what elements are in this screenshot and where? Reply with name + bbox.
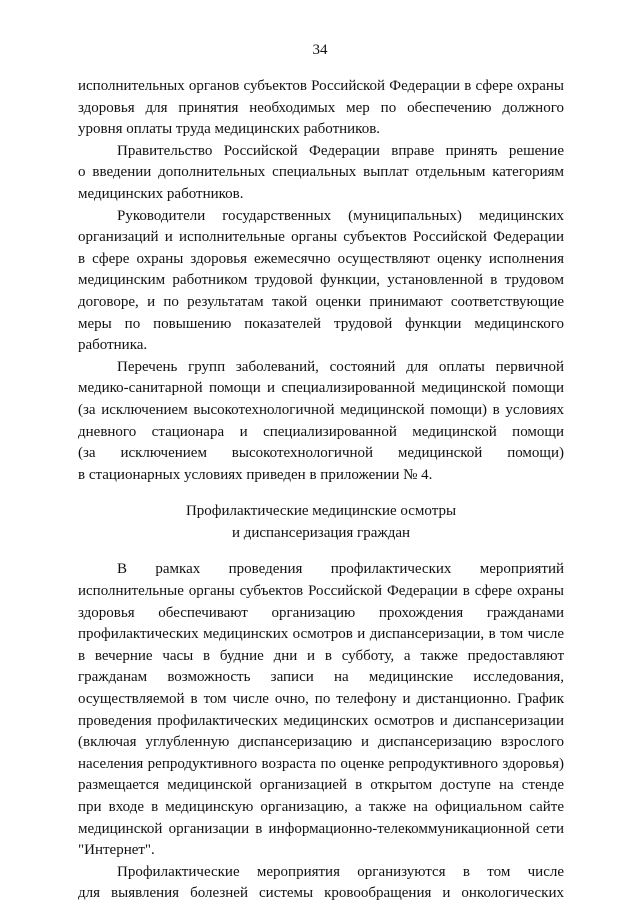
text-line: работника.: [78, 337, 148, 354]
text-line: В рамках проведения профилактических мероприятий: [117, 561, 564, 578]
paragraph: [78, 559, 564, 861]
text-line: меры по повышению показателей трудовой функции медицинского: [78, 315, 564, 332]
page-number: 34: [312, 42, 328, 58]
text-line: населения репродуктивного возраста по оценке репродуктивного здоровья): [78, 755, 564, 772]
text-line: для выявления болезней системы кровообращения и онкологических: [78, 885, 564, 902]
text-line: в вечерние часы в будние дни и в субботу, а также предоставляют: [78, 647, 564, 664]
document-body: [78, 76, 564, 905]
text-line: уровня оплаты труда медицинских работников.: [78, 121, 381, 138]
text-line: исполнительные органы субъектов Российской Федерации в сфере охраны: [78, 583, 564, 600]
paragraph: [78, 76, 564, 141]
text-line: Руководители государственных (муниципальных) медицинских: [117, 207, 564, 224]
text-line: здоровья для принятия необходимых мер по обеспечению должного: [78, 99, 564, 116]
text-line: в сфере охраны здоровья ежемесячно осуществляют оценку исполнения: [78, 250, 564, 267]
text-line: медицинской организации в информационно-телекоммуникационной сети: [78, 820, 564, 837]
paragraph: [78, 862, 564, 905]
text-line: профилактических медицинских осмотров и диспансеризации, в том числе: [78, 626, 564, 643]
text-line: "Интернет".: [78, 842, 155, 859]
text-line: договоре, и по результатам такой оценки принимают соответствующие: [78, 293, 564, 310]
text-line: здоровья обеспечивают организацию прохождения гражданами: [78, 604, 564, 621]
text-line: (за исключением высокотехнологичной медицинской помощи) в условиях: [78, 401, 564, 418]
text-line: организаций и исполнительные органы субъектов Российской Федерации: [78, 229, 564, 246]
text-line: медицинским работником трудовой функции, установленной в трудовом: [78, 272, 564, 289]
text-line: гражданам возможность записи на медицинские исследования,: [78, 669, 564, 686]
text-line: (за исключением высокотехнологичной медицинской помощи): [78, 445, 564, 462]
text-line: Перечень групп заболеваний, состояний для оплаты первичной: [117, 358, 564, 375]
text-line: (включая углубленную диспансеризацию и диспансеризацию взрослого: [78, 734, 564, 751]
paragraph: [78, 141, 564, 206]
paragraph: [78, 206, 564, 357]
text-line: в стационарных условиях приведен в приложении № 4.: [78, 466, 433, 483]
text-line: о введении дополнительных специальных выплат отдельным категориям: [78, 164, 564, 181]
text-line: при входе в медицинскую организацию, а также на официальном сайте: [78, 799, 564, 815]
text-line: исполнительных органов субъектов Российской Федерации в сфере охраны: [78, 78, 564, 94]
text-line: медико-санитарной помощи и специализированной медицинской помощи: [78, 380, 564, 397]
text-line: дневного стационара и специализированной медицинской помощи: [78, 423, 564, 440]
heading-line: Профилактические медицинские осмотры: [185, 503, 457, 520]
heading-line: и диспансеризация граждан: [231, 524, 411, 541]
text-line: проведения профилактических медицинских осмотров и диспансеризации: [78, 712, 564, 729]
text-line: размещается медицинской организацией в открытом доступе на стенде: [78, 777, 564, 794]
text-line: Правительство Российской Федерации вправе принять решение: [117, 142, 564, 159]
section-heading: [78, 501, 564, 544]
text-line: Профилактические мероприятия организуются в том числе: [117, 863, 564, 880]
paragraph: [78, 357, 564, 487]
text-line: медицинских работников.: [78, 185, 244, 202]
text-line: осуществляемой в том числе очно, по телефону и дистанционно. График: [78, 691, 564, 708]
